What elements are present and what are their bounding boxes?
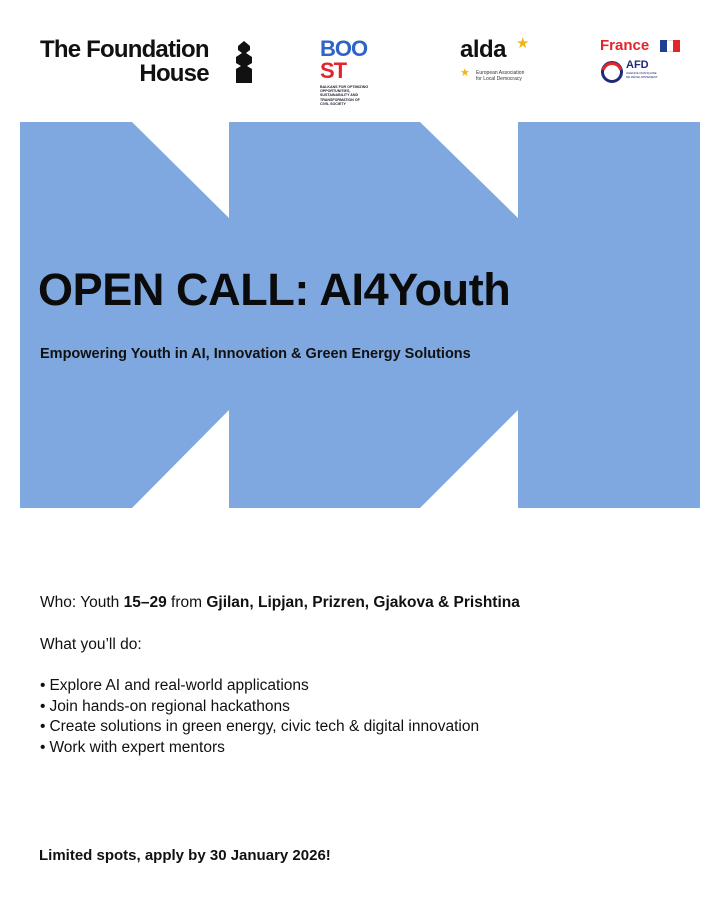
eligibility-line	[40, 593, 520, 613]
boost-logo	[320, 38, 390, 106]
activities-heading: What you’ll do:	[40, 636, 142, 653]
eligible-places: Gjilan, Lipjan, Prizren, Gjakova & Prishtina	[206, 594, 520, 611]
list-item: • Join hands-on regional hackathons	[40, 697, 520, 718]
afd-word: AFD	[626, 59, 649, 71]
who-mid: from	[166, 594, 207, 611]
partner-logos	[0, 0, 720, 110]
boost-subtitle: BALKANS FOR OPTIMIZING OPPORTUNITIES, SUSTAINABILITY AND TRANSFORMATION OF CIVIL SOCIETY	[320, 85, 369, 106]
list-item: • Work with expert mentors	[40, 738, 520, 759]
french-flag-icon	[660, 40, 680, 52]
star-icon: ★	[516, 35, 530, 52]
list-item: • Explore AI and real-world applications	[40, 676, 520, 697]
france-afd-logo	[600, 37, 690, 79]
activities-list	[40, 676, 520, 759]
foundation-house-logo	[40, 38, 209, 86]
age-range: 15–29	[123, 594, 167, 611]
who-prefix: Who: Youth	[40, 594, 124, 611]
page-subtitle: Empowering Youth in AI, Innovation & Green Energy Solutions	[40, 346, 471, 362]
alda-logo	[460, 35, 550, 82]
deadline-notice: Limited spots, apply by 30 January 2026!	[39, 847, 331, 864]
call-details	[40, 593, 520, 759]
alda-word: alda	[460, 36, 507, 63]
foundation-house-line1: The Foundation	[40, 36, 209, 63]
small-star-icon: ★	[460, 67, 470, 79]
boost-title: BOOST	[320, 36, 368, 83]
alda-subtitle: European Association for Local Democracy	[476, 70, 525, 82]
foundation-house-line2: House	[139, 60, 209, 87]
france-word: France	[600, 37, 650, 54]
afd-mark-icon	[600, 60, 624, 84]
list-item: • Create solutions in green energy, civic tech & digital innovation	[40, 717, 520, 738]
page-title: OPEN CALL: AI4Youth	[38, 264, 511, 315]
foundation-house-mark-icon	[234, 41, 254, 83]
afd-subtitle: AGENCE FRANÇAISE DE DÉVELOPPEMENT	[626, 71, 658, 79]
